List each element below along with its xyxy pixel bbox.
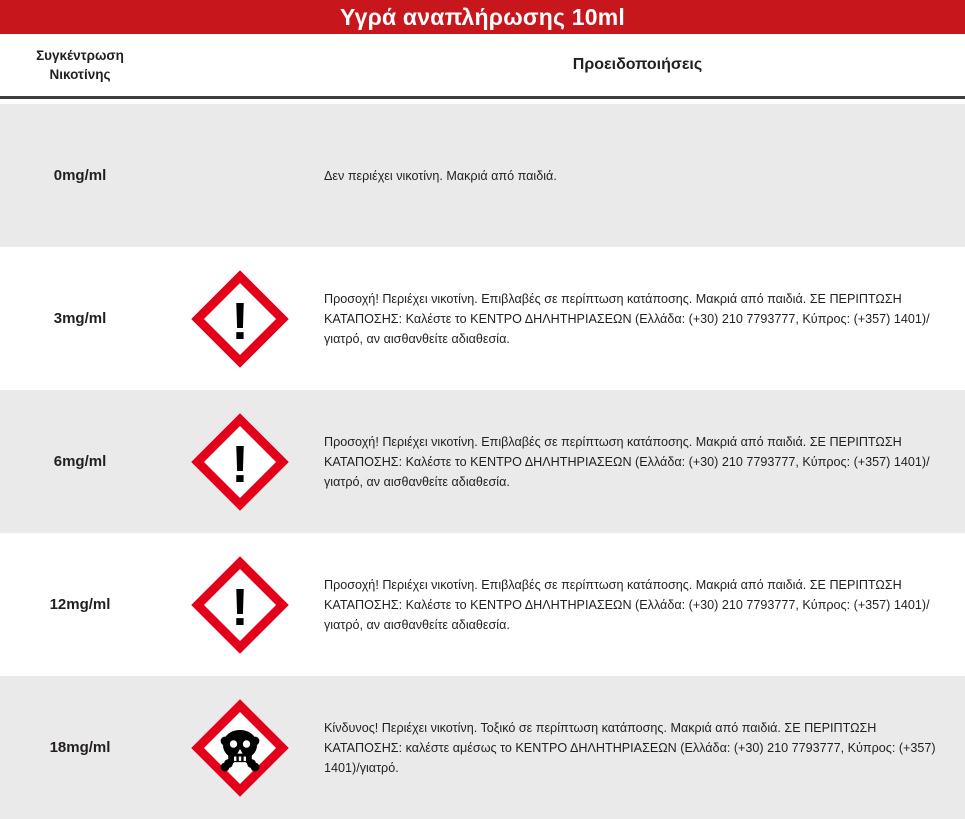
table-row: [0, 676, 965, 819]
row-pictogram-cell: [160, 688, 320, 808]
skull-and-crossbones-hazard-icon: [184, 692, 296, 804]
header-concentration-line2: Νικοτίνης: [49, 67, 111, 82]
svg-text:!: !: [231, 578, 249, 637]
table-row: [0, 390, 965, 533]
page-title: Υγρά αναπλήρωσης 10ml: [0, 0, 965, 34]
row-concentration: 0mg/ml: [53, 167, 107, 184]
exclamation-mark-hazard-icon: [184, 406, 296, 518]
row-concentration: 3mg/ml: [53, 310, 107, 327]
row-pictogram-cell: [160, 259, 320, 379]
row-warning: Προσοχή! Περιέχει νικοτίνη. Επιβλαβές σε περίπτωση κατάποσης. Μακριά από παιδιά. ΣΕ ΠΕΡΙΠΤΩΣΗ ΚΑΤΑΠΟΣΗΣ: Καλέστε το ΚΕΝΤΡΟ ΔΗΛΗΤΗΡΙΑΣΕΩΝ (Ελλάδα: (+30) 210 7793777, Κύπρος: (+357) 1401)/γιατρό, αν αισθανθείτε αδιαθεσία.: [324, 577, 930, 632]
row-warning: Κίνδυνος! Περιέχει νικοτίνη. Τοξικό σε περίπτωση κατάποσης. Μακριά από παιδιά. ΣΕ ΠΕΡΙΠΤΩΣΗ ΚΑΤΑΠΟΣΗΣ: καλέστε αμέσως το ΚΕΝΤΡΟ ΔΗΛΗΤΗΡΙΑΣΕΩΝ (Ελλάδα: (+30) 210 7793777, Κύπρος: (+357) 1401)/γιατρό.: [324, 720, 936, 775]
table-header-row: [0, 34, 965, 99]
row-concentration: 6mg/ml: [53, 453, 107, 470]
row-warning: Προσοχή! Περιέχει νικοτίνη. Επιβλαβές σε περίπτωση κατάποσης. Μακριά από παιδιά. ΣΕ ΠΕΡΙΠΤΩΣΗ ΚΑΤΑΠΟΣΗΣ: Καλέστε το ΚΕΝΤΡΟ ΔΗΛΗΤΗΡΙΑΣΕΩΝ (Ελλάδα: (+30) 210 7793777, Κύπρος: (+357) 1401)/γιατρό, αν αισθανθείτε αδιαθεσία.: [324, 291, 930, 346]
svg-text:!: !: [231, 435, 249, 494]
table-row: [0, 247, 965, 390]
header-concentration-line1: Συγκέντρωση: [36, 48, 124, 63]
svg-text:!: !: [231, 292, 249, 351]
row-pictogram-cell: [160, 545, 320, 665]
row-warning: Προσοχή! Περιέχει νικοτίνη. Επιβλαβές σε περίπτωση κατάποσης. Μακριά από παιδιά. ΣΕ ΠΕΡΙΠΤΩΣΗ ΚΑΤΑΠΟΣΗΣ: Καλέστε το ΚΕΝΤΡΟ ΔΗΛΗΤΗΡΙΑΣΕΩΝ (Ελλάδα: (+30) 210 7793777, Κύπρος: (+357) 1401)/γιατρό, αν αισθανθείτε αδιαθεσία.: [324, 434, 930, 489]
row-pictogram-cell: [160, 116, 320, 236]
row-warning: Δεν περιέχει νικοτίνη. Μακριά από παιδιά.: [324, 168, 557, 183]
exclamation-mark-hazard-icon: [184, 549, 296, 661]
row-concentration: 18mg/ml: [49, 739, 111, 756]
row-concentration: 12mg/ml: [49, 596, 111, 613]
row-pictogram-cell: [160, 402, 320, 522]
table-row: [0, 533, 965, 676]
table-row: [0, 104, 965, 247]
header-concentration: [0, 46, 160, 84]
exclamation-mark-hazard-icon: [184, 263, 296, 375]
header-warnings: Προειδοποιήσεις: [572, 56, 703, 73]
